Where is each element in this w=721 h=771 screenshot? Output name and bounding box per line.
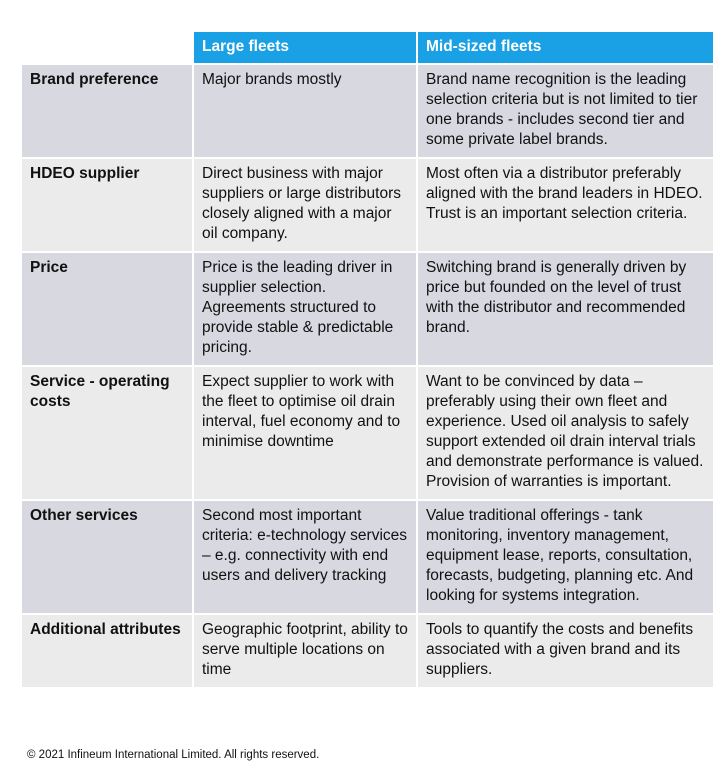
copyright-footer: © 2021 Infineum International Limited. All rights reserved. xyxy=(27,749,320,761)
header-blank-cell xyxy=(22,32,192,63)
table-row xyxy=(22,501,713,613)
mid-sized-fleets-cell: Most often via a distributor preferably aligned with the brand leaders in HDEO. Trust is an important selection criteria. xyxy=(418,159,713,251)
large-fleets-cell: Direct business with major suppliers or large distributors closely aligned with a major oil company. xyxy=(194,159,416,251)
mid-sized-fleets-cell: Tools to quantify the costs and benefits associated with a given brand and its suppliers. xyxy=(418,615,713,687)
large-fleets-cell: Expect supplier to work with the fleet to optimise oil drain interval, fuel economy and to minimise downtime xyxy=(194,367,416,499)
row-label: Other services xyxy=(22,501,192,613)
large-fleets-cell: Second most important criteria: e-technology services – e.g. connectivity with end users and delivery tracking xyxy=(194,501,416,613)
mid-sized-fleets-cell: Value traditional offerings - tank monitoring, inventory management, equipment lease, reports, consultation, forecasts, budgeting, planning etc. And looking for systems integration. xyxy=(418,501,713,613)
comparison-table-container xyxy=(20,30,711,689)
row-label: HDEO supplier xyxy=(22,159,192,251)
fleet-comparison-table xyxy=(20,30,715,689)
table-header-row xyxy=(22,32,713,63)
mid-sized-fleets-cell: Brand name recognition is the leading selection criteria but is not limited to tier one brands - includes second tier and some private label brands. xyxy=(418,65,713,157)
mid-sized-fleets-cell: Switching brand is generally driven by price but founded on the level of trust with the distributor and recommended brand. xyxy=(418,253,713,365)
table-row xyxy=(22,367,713,499)
large-fleets-cell: Major brands mostly xyxy=(194,65,416,157)
row-label: Service - operating costs xyxy=(22,367,192,499)
mid-sized-fleets-cell: Want to be convinced by data – preferably using their own fleet and experience. Used oil analysis to safely support extended oil drain interval trials and demonstrate performance is valued. Provision of warranties is important. xyxy=(418,367,713,499)
header-large-fleets: Large fleets xyxy=(194,32,416,63)
row-label: Brand preference xyxy=(22,65,192,157)
header-mid-sized-fleets: Mid-sized fleets xyxy=(418,32,713,63)
table-row xyxy=(22,65,713,157)
table-row xyxy=(22,159,713,251)
row-label: Price xyxy=(22,253,192,365)
large-fleets-cell: Geographic footprint, ability to serve multiple locations on time xyxy=(194,615,416,687)
table-row xyxy=(22,615,713,687)
table-row xyxy=(22,253,713,365)
large-fleets-cell: Price is the leading driver in supplier selection. Agreements structured to provide stable & predictable pricing. xyxy=(194,253,416,365)
row-label: Additional attributes xyxy=(22,615,192,687)
